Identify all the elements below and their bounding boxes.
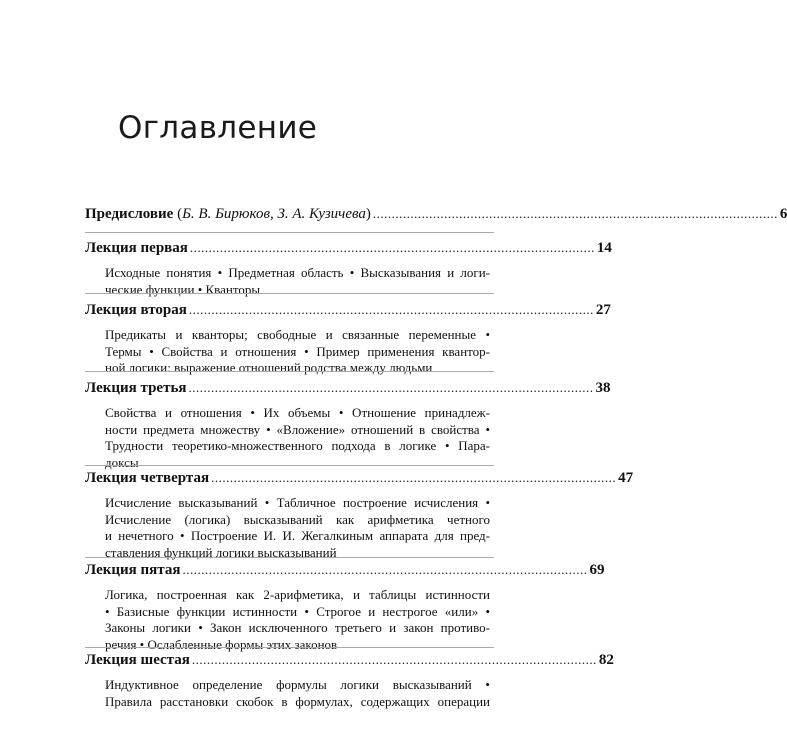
toc-entry-row bbox=[85, 469, 634, 487]
description-line: и нечетного • Построение И. И. Жегалкиным аппарата для пред- bbox=[105, 528, 490, 543]
toc-entry-description bbox=[105, 587, 490, 653]
description-line: Правила расстановки скобок в формулах, содержащих операции bbox=[105, 693, 490, 709]
toc-entry-row bbox=[85, 239, 612, 257]
toc-entry-description bbox=[105, 327, 490, 377]
toc-page-number: 69 bbox=[589, 562, 605, 578]
toc-entry-title: Лекция шестая bbox=[85, 652, 190, 668]
description-line: Предикаты и кванторы; свободные и связанные переменные • bbox=[105, 327, 490, 342]
leader-dots: ............................................................................................................ bbox=[188, 302, 594, 317]
toc-entry-row bbox=[85, 379, 611, 397]
description-line: ности предмета множеству • «Вложение» отношений в свойства • bbox=[105, 421, 490, 437]
toc-entry-title: Лекция пятая bbox=[85, 562, 181, 578]
toc-entry-title: Лекция четвертая bbox=[85, 470, 210, 486]
toc-entry-row bbox=[85, 651, 614, 669]
toc-entry-description bbox=[105, 405, 490, 471]
description-line: ной логики: выражение отношений родства между людьми bbox=[105, 360, 433, 375]
separator-line bbox=[85, 557, 494, 558]
description-line: Законы логики • Закон исключенного третьего и закон противо- bbox=[105, 620, 490, 635]
description-line: Исчисление высказываний • Табличное построение исчисления • bbox=[105, 495, 490, 510]
description-line: Термы • Свойства и отношения • Пример применения квантор- bbox=[105, 343, 490, 359]
separator-line bbox=[85, 293, 494, 294]
leader-dots: ............................................................................................................ bbox=[189, 240, 595, 255]
toc-page-number: 14 bbox=[596, 240, 612, 256]
toc-entry-lecture-1 bbox=[85, 239, 612, 298]
toc-entry-preface bbox=[85, 205, 787, 223]
separator-line bbox=[85, 647, 494, 648]
description-line: речия • Ослабленные формы этих законов bbox=[105, 636, 338, 652]
description-line: Исходные понятия • Предметная область • Высказывания и логи- bbox=[105, 265, 490, 280]
leader-dots: ............................................................................................................ bbox=[211, 470, 617, 485]
toc-page-number: 38 bbox=[595, 380, 611, 396]
toc-entry-description bbox=[105, 677, 490, 710]
toc-entry-description bbox=[105, 495, 490, 561]
toc-page-number: 47 bbox=[618, 470, 634, 486]
page-title: Оглавление bbox=[118, 110, 318, 146]
description-line: ческие функции • Кванторы bbox=[105, 281, 261, 297]
toc-entry-lecture-6 bbox=[85, 651, 614, 710]
description-line: • Базисные функции истинности • Строгое и нестрогое «или» • bbox=[105, 603, 490, 619]
description-line: Исчисление (логика) высказываний как арифметика четного bbox=[105, 511, 490, 527]
description-line: ставления функций логики высказываний bbox=[105, 544, 337, 560]
description-line: Индуктивное определение формулы логики высказываний • bbox=[105, 677, 490, 692]
toc-page-number: 82 bbox=[598, 652, 614, 668]
description-line: доксы bbox=[105, 454, 139, 470]
leader-dots: ............................................................................................................ bbox=[372, 206, 778, 221]
toc-entry-row bbox=[85, 301, 611, 319]
separator-line bbox=[85, 232, 494, 233]
separator-line bbox=[85, 465, 494, 466]
toc-entry-lecture-5 bbox=[85, 561, 605, 653]
description-line: Свойства и отношения • Их объемы • Отношение принадлеж- bbox=[105, 405, 490, 420]
toc-page-number: 27 bbox=[595, 302, 611, 318]
toc-entry-title: Лекция вторая bbox=[85, 302, 187, 318]
leader-dots: ............................................................................................................ bbox=[191, 652, 597, 667]
preface-authors: Б. В. Бирюков, З. А. Кузичева bbox=[182, 206, 366, 222]
toc-entry-lecture-2 bbox=[85, 301, 611, 377]
toc-entry-title: Лекция первая bbox=[85, 240, 188, 256]
description-line: Логика, построенная как 2-арифметика, и таблицы истинности bbox=[105, 587, 490, 602]
separator-line bbox=[85, 371, 494, 372]
leader-dots: ............................................................................................................ bbox=[182, 562, 588, 577]
toc-entry-row bbox=[85, 561, 605, 579]
toc-page-number: 6 bbox=[779, 206, 787, 222]
preface-label: Предисловие bbox=[85, 206, 174, 222]
toc-entry-lecture-4 bbox=[85, 469, 634, 561]
leader-dots: ............................................................................................................ bbox=[188, 380, 594, 395]
toc-entry-row bbox=[85, 205, 787, 223]
toc-entry-title: Лекция третья bbox=[85, 380, 187, 396]
toc-entry-lecture-3 bbox=[85, 379, 611, 471]
toc-entry-title: Предисловие (Б. В. Бирюков, З. А. Кузичева) bbox=[85, 206, 371, 222]
description-line: Трудности теоретико-множественного подхода в логике • Пара- bbox=[105, 438, 490, 453]
